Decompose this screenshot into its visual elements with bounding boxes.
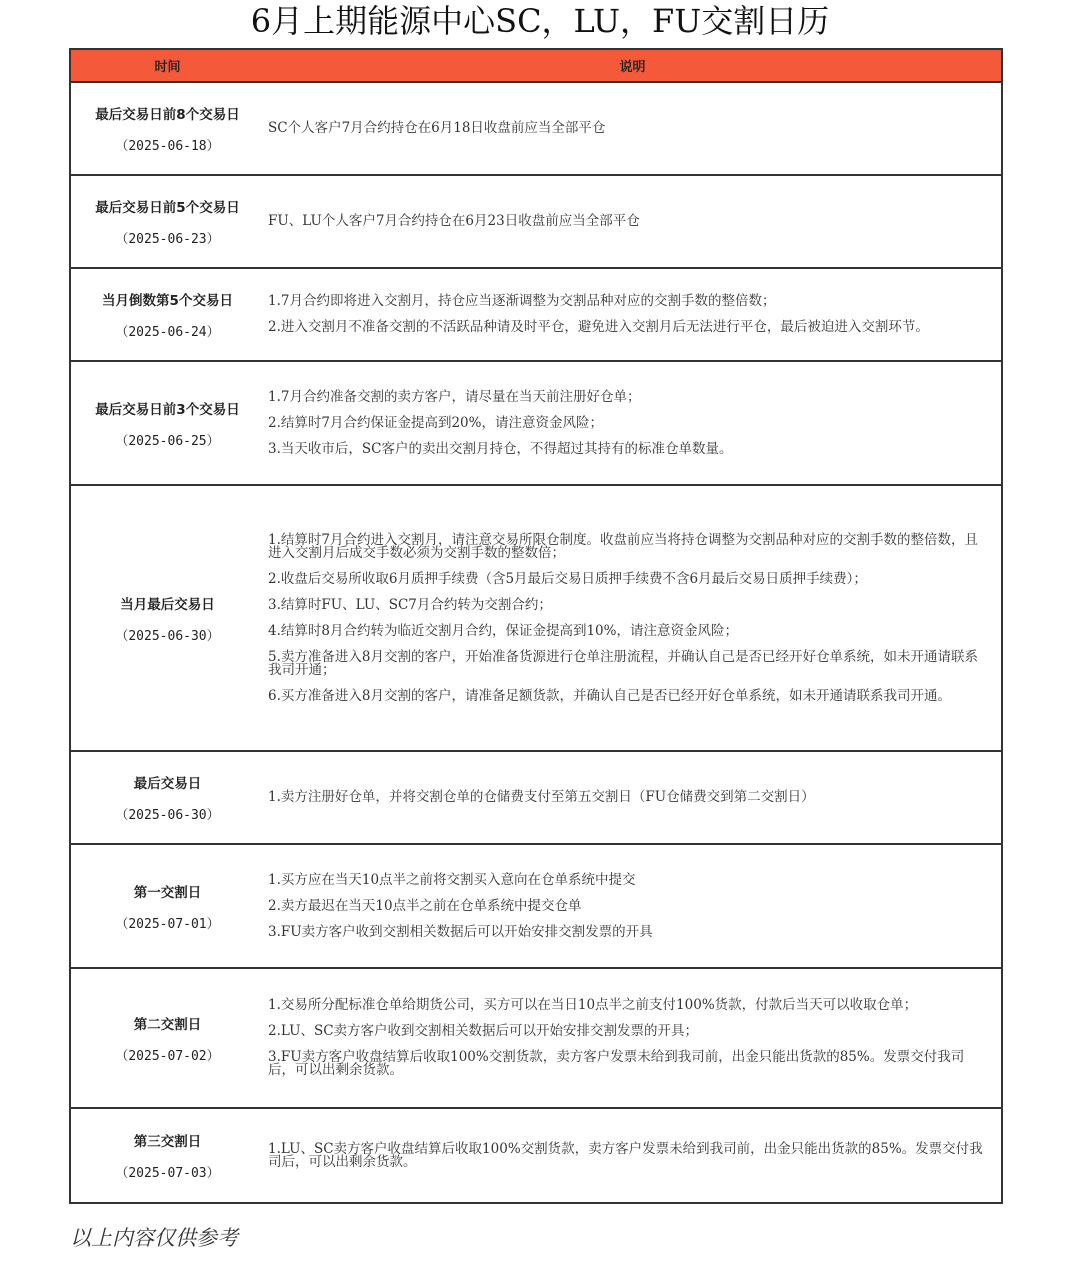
description-cell: [264, 845, 1001, 967]
description-line: 1.买方应在当天10点半之前将交割买入意向在仓单系统中提交: [268, 871, 636, 888]
table-row: [71, 269, 1001, 362]
milestone-date: （2025-06-25）: [115, 433, 220, 449]
description-line: 1.LU、SC卖方客户收盘结算后收取100%交割货款，卖方客户发票未给到我司前，出金只能出货款的85%。发票交付我司后，可以出剩余货款。: [268, 1140, 983, 1170]
description-line: 2.收盘后交易所收取6月质押手续费（含5月最后交易日质押手续费不含6月最后交易日质押手续费）；: [268, 570, 867, 587]
table-row: [71, 176, 1001, 269]
milestone-label: 第三交割日: [133, 1134, 202, 1150]
description-cell: [264, 969, 1001, 1107]
description-cell: [264, 486, 1001, 750]
description-line: 4.结算时8月合约转为临近交割月合约，保证金提高到10%，请注意资金风险；: [268, 622, 738, 639]
description-line: 3.结算时FU、LU、SC7月合约转为交割合约；: [268, 596, 552, 613]
description-line: 2.LU、SC卖方客户收到交割相关数据后可以开始安排交割发票的开具；: [268, 1023, 699, 1039]
milestone-date: （2025-06-23）: [115, 232, 220, 247]
header-description: 说明: [619, 60, 646, 75]
table-row: [71, 1109, 1001, 1202]
table-row: [71, 362, 1001, 486]
description-line: 1.7月合约即将进入交割月，持仓应当逐渐调整为交割品种对应的交割手数的整倍数；: [268, 293, 776, 309]
header-time: 时间: [154, 60, 181, 75]
description-cell: [264, 752, 1001, 843]
milestone-date: （2025-06-18）: [115, 139, 220, 154]
time-cell: [71, 362, 264, 484]
description-line: 1.交易所分配标准仓单给期货公司，买方可以在当日10点半之前支付100%货款，付款后当天可以收取仓单；: [268, 997, 918, 1013]
page-title: 6月上期能源中心SC，LU，FU交割日历: [250, 2, 830, 40]
time-cell: [71, 176, 264, 267]
milestone-date: （2025-06-24）: [115, 325, 220, 340]
disclaimer-note: 以上内容仅供参考: [70, 1226, 238, 1250]
table-body: [71, 83, 1001, 1202]
description-line: 1.7月合约准备交割的卖方客户，请尽量在当天前注册好仓单；: [268, 388, 641, 405]
description-line: 1.结算时7月合约进入交割月，请注意交易所限仓制度。收盘前应当将持仓调整为交割品种对应的交割手数的整倍数，且进入交割月后成交手数必须为交割手数的整数倍；: [268, 531, 978, 561]
milestone-date: （2025-06-30）: [115, 808, 220, 823]
milestone-label: 当月倒数第5个交易日: [102, 293, 233, 309]
milestone-label: 最后交易日前3个交易日: [95, 401, 240, 418]
table-row: [71, 83, 1001, 176]
description-cell: [264, 362, 1001, 484]
table-row: [71, 969, 1001, 1109]
milestone-date: （2025-07-01）: [115, 916, 220, 932]
description-line: 2.卖方最迟在当天10点半之前在仓单系统中提交仓单: [268, 897, 582, 914]
time-cell: [71, 1109, 264, 1202]
description-line: 6.买方准备进入8月交割的客户，请准备足额货款，并确认自己是否已经开好仓单系统，如未开通请联系我司开通。: [268, 687, 951, 704]
milestone-label: 当月最后交易日: [120, 596, 215, 613]
milestone-label: 最后交易日前5个交易日: [95, 200, 240, 216]
table-row: [71, 752, 1001, 845]
description-line: 2.进入交割月不准备交割的不活跃品种请及时平仓，避免进入交割月后无法进行平仓，最后被迫进入交割环节。: [268, 319, 929, 335]
description-line: SC个人客户7月合约持仓在6月18日收盘前应当全部平仓: [268, 120, 606, 136]
description-line: 2.结算时7月合约保证金提高到20%，请注意资金风险；: [268, 414, 603, 431]
description-line: 5.卖方准备进入8月交割的客户，开始准备货源进行仓单注册流程，并确认自己是否已经开好仓单系统，如未开通请联系我司开通；: [268, 648, 978, 678]
time-cell: [71, 269, 264, 360]
table-header: [71, 50, 1001, 83]
description-cell: [264, 269, 1001, 360]
milestone-date: （2025-07-02）: [115, 1048, 220, 1064]
description-cell: [264, 176, 1001, 267]
milestone-label: 最后交易日前8个交易日: [95, 107, 240, 123]
table-row: [71, 845, 1001, 969]
description-cell: [264, 1109, 1001, 1202]
delivery-calendar-table: [69, 48, 1003, 1204]
time-cell: [71, 845, 264, 967]
description-line: FU、LU个人客户7月合约持仓在6月23日收盘前应当全部平仓: [268, 213, 640, 229]
description-line: 3.FU卖方客户收到交割相关数据后可以开始安排交割发票的开具: [268, 923, 653, 940]
description-line: 3.FU卖方客户收盘结算后收取100%交割货款，卖方客户发票未给到我司前，出金只能出货款的85%。发票交付我司后，可以出剩余货款。: [268, 1049, 965, 1078]
milestone-label: 最后交易日: [133, 776, 202, 792]
milestone-label: 第一交割日: [133, 884, 202, 901]
milestone-date: （2025-07-03）: [115, 1166, 220, 1181]
description-cell: [264, 83, 1001, 174]
time-cell: [71, 969, 264, 1107]
milestone-date: （2025-06-30）: [115, 628, 220, 644]
time-cell: [71, 752, 264, 843]
milestone-label: 第二交割日: [133, 1016, 202, 1033]
time-cell: [71, 83, 264, 174]
description-line: 1.卖方注册好仓单，并将交割仓单的仓储费支付至第五交割日（FU仓储费交到第二交割日）: [268, 789, 815, 805]
table-row: [71, 486, 1001, 752]
description-line: 3.当天收市后，SC客户的卖出交割月持仓，不得超过其持有的标准仓单数量。: [268, 440, 733, 457]
time-cell: [71, 486, 264, 750]
